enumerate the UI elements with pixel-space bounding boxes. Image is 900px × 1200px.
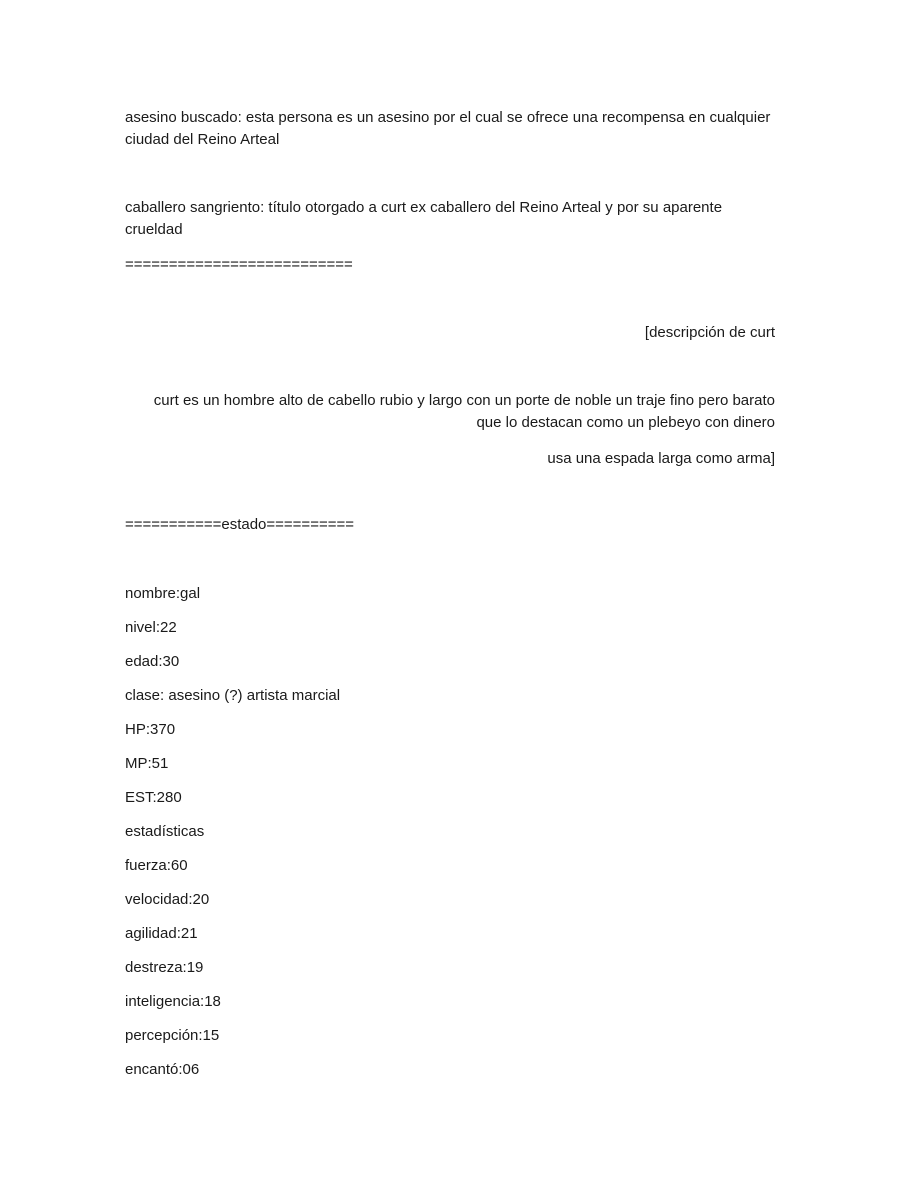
status-line: destreza:19 xyxy=(125,959,204,976)
status-line: encantó:06 xyxy=(125,1061,200,1078)
description-body: curt es un hombre alto de cabello rubio y largo con un porte de noble un traje fino pero barato que lo destacan como un plebeyo con dinero xyxy=(153,392,775,431)
status-line: HP:370 xyxy=(125,721,176,738)
status-line: clase: asesino (?) artista marcial xyxy=(125,687,341,704)
status-line: percepción:15 xyxy=(125,1027,220,1044)
separator-line: ========================== xyxy=(125,256,353,273)
status-line: EST:280 xyxy=(125,789,182,806)
paragraph-asesino-buscado: asesino buscado: esta persona es un asesino por el cual se ofrece una recompensa en cualquier ciudad del Reino Arteal xyxy=(125,109,771,148)
status-line: nombre:gal xyxy=(125,585,201,602)
description-header: [descripción de curt xyxy=(644,324,775,341)
status-separator: ===========estado========== xyxy=(125,516,354,533)
status-line: velocidad:20 xyxy=(125,891,210,908)
stats-heading: estadísticas xyxy=(125,823,205,840)
status-line: agilidad:21 xyxy=(125,925,198,942)
status-line: nivel:22 xyxy=(125,619,177,636)
status-line: MP:51 xyxy=(125,755,169,772)
paragraph-caballero-sangriento: caballero sangriento: título otorgado a curt ex caballero del Reino Arteal y por su aparente crueldad xyxy=(125,199,723,238)
status-line: inteligencia:18 xyxy=(125,993,221,1010)
status-line: edad:30 xyxy=(125,653,180,670)
status-line: fuerza:60 xyxy=(125,857,188,874)
description-weapon: usa una espada larga como arma] xyxy=(547,450,775,467)
